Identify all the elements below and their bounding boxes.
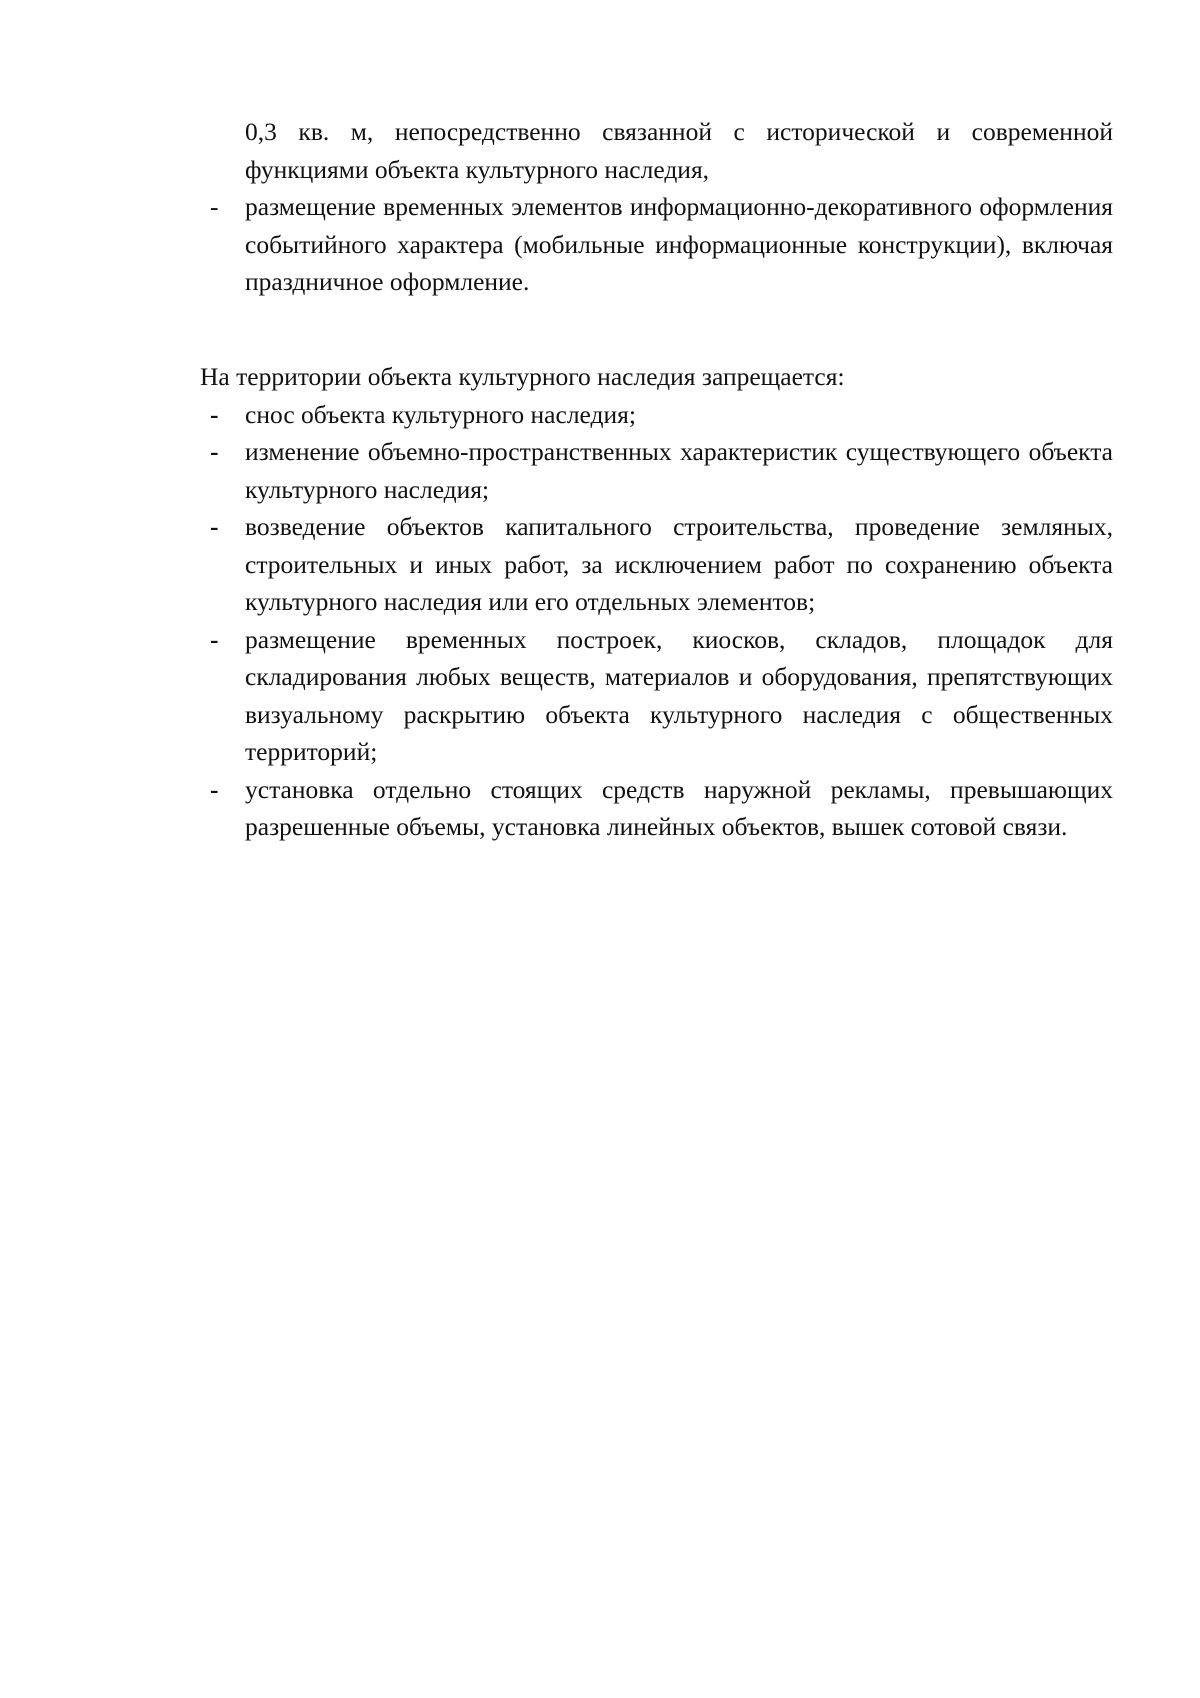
list-item: [200, 396, 1113, 434]
bullet-marker: -: [210, 512, 219, 541]
list-item: [200, 621, 1113, 771]
list-item-continuation: [200, 113, 1113, 188]
section-permitted-continuation: [200, 113, 1113, 301]
section-prohibited: [200, 358, 1113, 846]
list-item-text: снос объекта культурного наследия;: [245, 399, 636, 429]
list-item: [200, 433, 1113, 508]
list-item-text: возведение объектов капитального строительства, проведение земляных, строительных и иных работ, за исключением работ по сохранению объекта культурного наследия или его отдельных элементов;: [245, 512, 1113, 616]
list-item-text: установка отдельно стоящих средств наружной рекламы, превышающих разрешенные объемы, установка линейных объектов, вышек сотовой связи.: [245, 774, 1113, 841]
list-item: [200, 771, 1113, 846]
list-item: [200, 188, 1113, 301]
bullet-marker: -: [210, 437, 219, 466]
list-item: [200, 508, 1113, 621]
list-item-text: размещение временных построек, киосков, складов, площадок для складирования любых веществ, материалов и оборудования, препятствующих визуальному раскрытию объекта культурного наследия с общественных территорий;: [245, 624, 1113, 766]
bullet-marker: -: [210, 624, 219, 654]
continuation-text: 0,3 кв. м, непосредственно связанной с исторической и современной функциями объекта культурного наследия,: [245, 117, 1113, 184]
section-heading: На территории объекта культурного наследия запрещается:: [200, 362, 845, 391]
bullet-marker: -: [210, 774, 219, 804]
list-item-text: изменение объемно-пространственных характеристик существующего объекта культурного наследия;: [245, 437, 1113, 504]
list-item-text: размещение временных элементов информационно-декоративного оформления событийного характера (мобильные информационные конструкции), включая праздничное оформление.: [245, 192, 1113, 296]
bullet-marker: -: [210, 192, 219, 221]
bullet-marker: -: [210, 399, 219, 429]
